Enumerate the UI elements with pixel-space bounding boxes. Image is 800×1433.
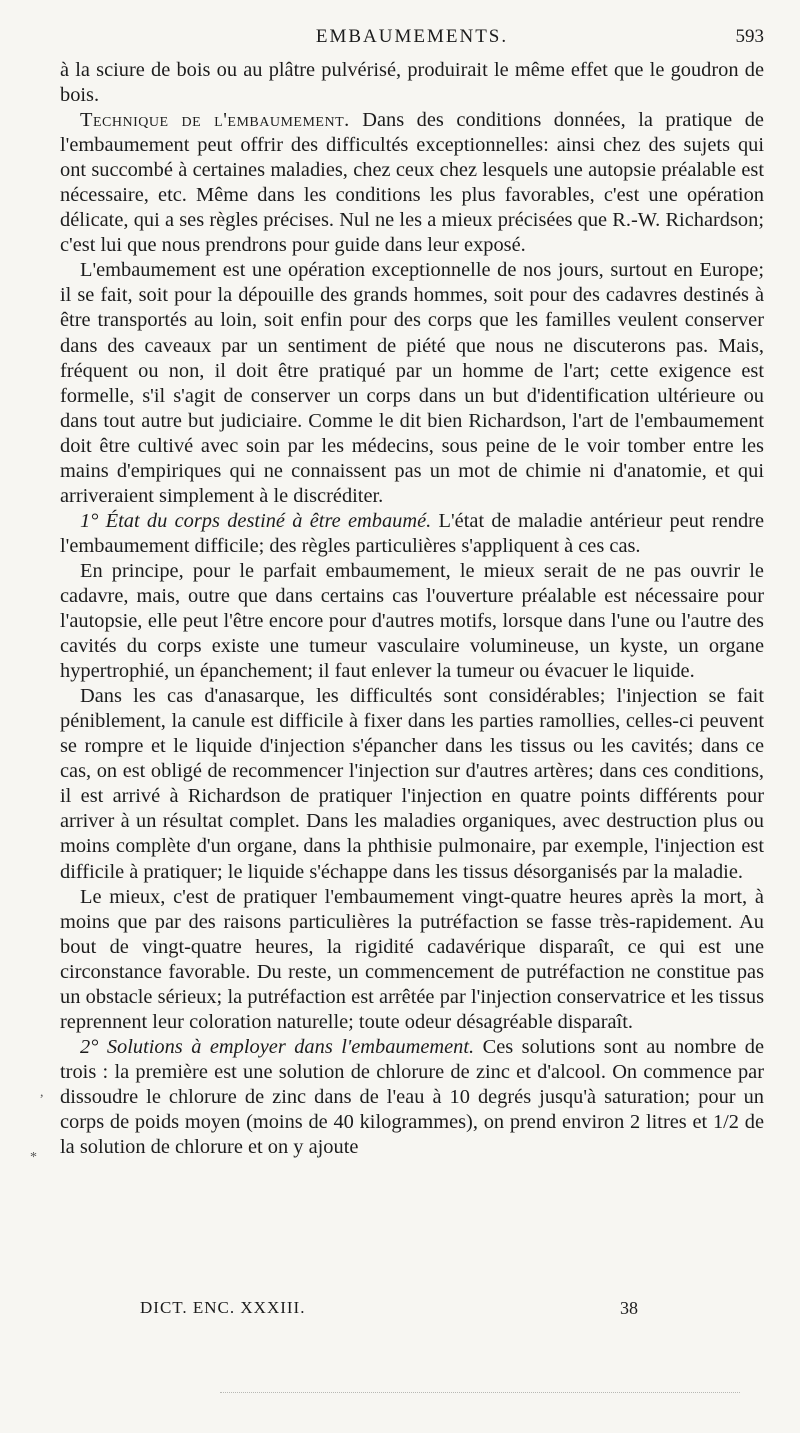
signature-number: 38: [620, 1298, 638, 1318]
paragraph-exceptional-operation: L'embaumement est une opération exceptionnelle de nos jours, surtout en Europe; il se fait, soit pour la dépouille des grands hommes, soit pour des cadavres destinés à être transportés au loin, soit enfin pour des corps que les familles veulent conserver dans des caveaux par un sentiment de piété que nous ne discuterons pas. Mais, fréquent ou non, il doit être pratiqué par un homme de l'art; cette exigence est formelle, s'il s'agit de conserver un corps dans un but d'identification ultérieure ou dans tout autre but judiciaire. Comme le dit bien Richardson, l'art de l'embaumement doit être cultivé avec soin par les médecins, sous peine de le voir tomber entre les mains d'empiriques qui ne connaissent pas un mot de chimie ni d'anatomie, et qui arriveraient simplement à le discréditer.: [60, 259, 764, 507]
section-heading-technique: Technique de l'embaumement.: [80, 109, 350, 132]
paragraph-solutions-text: Ces solutions sont au nombre de trois : la première est une solution de chlorure de zinc et d'alcool. On commence par dissoudre le chlorure de zinc dans de l'eau à 10 degrés jusqu'à saturation; pour un corps de poids moyen (moins de 40 kilogrammes), on prend environ 2 litres et 1/2 de la solution de chlorure et on y ajoute: [60, 1035, 764, 1159]
paragraph-body-state-text: L'état de maladie antérieur peut rendre l'embaumement difficile; des règles particulières s'appliquent à ces cas.: [60, 509, 764, 557]
running-title: EMBAUMEMENTS.: [315, 26, 509, 47]
body-text: [60, 58, 764, 1160]
section-heading-body-state: 1° État du corps destiné à être embaumé.: [80, 509, 432, 532]
paragraph-solutions: [60, 1035, 764, 1160]
paragraph-continuation: à la sciure de bois ou au plâtre pulvérisé, produirait le même effet que le goudron de bois.: [60, 59, 764, 107]
scan-artifact-line: [220, 1392, 740, 1395]
printer-signature: DICT. ENC. XXXIII.: [140, 1298, 306, 1317]
margin-speck: ,: [40, 1085, 44, 1100]
paragraph-body-state: [60, 509, 764, 559]
page-header: [60, 26, 764, 52]
section-heading-solutions: 2° Solutions à employer dans l'embaumement.: [80, 1035, 475, 1058]
paragraph-anasarca: Dans les cas d'anasarque, les difficultés sont considérables; l'injection se fait péniblement, la canule est difficile à fixer dans les parties ramollies, celles-ci peuvent se rompre et le liquide d'injection s'épancher dans les tissus ou les cavités; dans ce cas, on est obligé de recommencer l'injection sur d'autres artères; dans ces conditions, il est arrivé à Richardson de pratiquer l'injection en quatre points différents pour arriver à un résultat complet. Dans les maladies organiques, avec destruction plus ou moins complète d'un organe, dans la phthisie pulmonaire, par exemple, l'injection est difficile à pratiquer; le liquide s'échappe dans les tissus désorganisés par la maladie.: [60, 685, 764, 883]
margin-speck: *: [30, 1150, 37, 1165]
paragraph-principle: En principe, pour le parfait embaumement, le mieux serait de ne pas ouvrir le cadavre, mais, outre que dans certains cas l'ouverture préalable est nécessaire pour l'autopsie, elle peut l'être encore pour d'autres motifs, lorsque dans l'une ou l'autre des cavités du corps existe une tumeur vasculaire volumineuse, un kyste, un organe hypertrophié, un épanchement; il faut enlever la tumeur ou évacuer le liquide.: [60, 559, 764, 683]
paragraph-technique-text: Dans des conditions données, la pratique de l'embaumement peut offrir des difficultés exceptionnelles: ainsi chez des sujets qui ont succombé à certaines maladies, chez ceux chez lesquels une autopsie préalable est nécessaire, etc. Même dans les conditions les plus favorables, c'est une opération délicate, qui a ses règles précises. Nul ne les a mieux précisées que R.-W. Richardson; c'est lui que nous prendrons pour guide dans leur exposé.: [60, 109, 764, 257]
paragraph-technique: [60, 108, 764, 258]
page-number: 593: [735, 26, 764, 47]
paragraph-timing: Le mieux, c'est de pratiquer l'embaumement vingt-quatre heures après la mort, à moins que par des raisons particulières la putréfaction se fasse très-rapidement. Au bout de vingt-quatre heures, la rigidité cadavérique disparaît, ce qui est une circonstance favorable. Du reste, un commencement de putréfaction ne constitue pas un obstacle sérieux; la putréfaction est arrêtée par l'injection conservatrice et les tissus reprennent leur coloration naturelle; toute odeur désagréable disparaît.: [60, 885, 764, 1033]
page-footer: [140, 1298, 700, 1324]
